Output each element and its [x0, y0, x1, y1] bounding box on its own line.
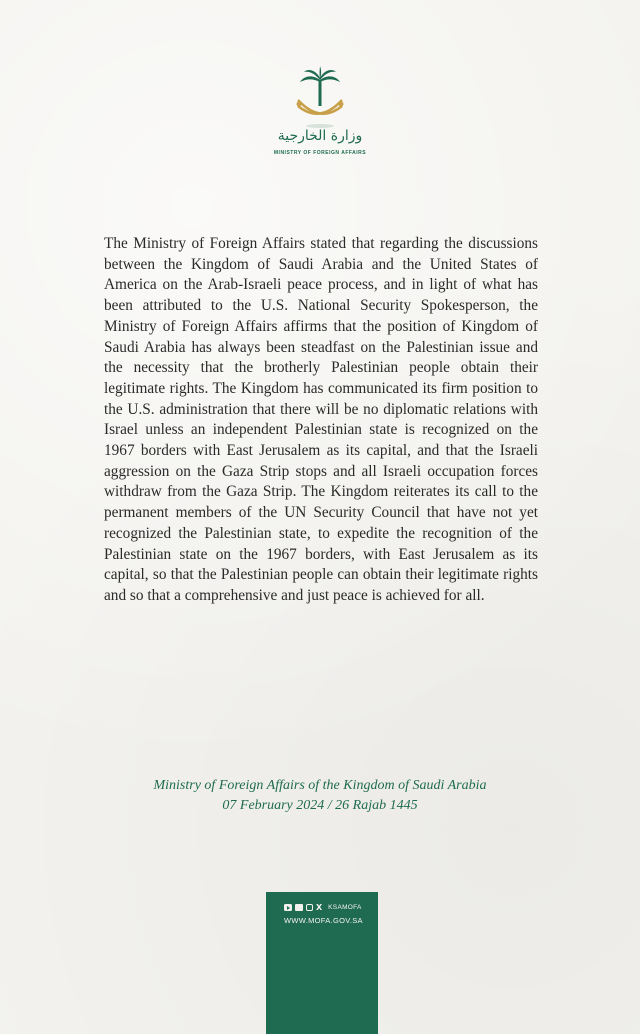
youtube-icon[interactable] — [284, 904, 292, 911]
ministry-name-arabic: وزارة الخارجية — [277, 128, 363, 144]
facebook-icon[interactable] — [295, 904, 303, 911]
website-link[interactable]: WWW.MOFA.GOV.SA — [284, 916, 363, 925]
ministry-name-english: MINISTRY OF FOREIGN AFFAIRS — [273, 150, 367, 156]
press-statement: The Ministry of Foreign Affairs stated that regarding the discussions between the Kingdom of Saudi Arabia and the United States of America on the Arab-Israeli peace process, and in light of what has been attributed to the U.S. National Security Spokesperson, the Ministry of Foreign Affairs affirms that the position of Kingdom of Saudi Arabia has always been steadfast on the Palestinian issue and the necessity that the brotherly Palestinian people obtain their legitimate rights. The Kingdom has communicated its firm position to the U.S. administration that there will be no diplomatic relations with Israel unless an independent Palestinian state is recognized on the 1967 borders with East Jerusalem as its capital, and that the Israeli aggression on the Gaza Strip stops and all Israeli occupation forces withdraw from the Gaza Strip. The Kingdom reiterates its call to the permanent members of the UN Security Council that have not yet recognized the Palestinian state, to expedite the recognition of the Palestinian state on the 1967 borders, with East Jerusalem as its capital, so that the Palestinian people can obtain their legitimate rights and so that a comprehensive and just peace is achieved for all. — [104, 235, 538, 604]
x-icon[interactable]: X — [316, 903, 323, 912]
social-handle: KSAMOFA — [328, 904, 362, 911]
instagram-icon[interactable] — [306, 904, 313, 911]
signature-date: 07 February 2024 / 26 Rajab 1445 — [222, 798, 418, 813]
saudi-emblem-icon — [290, 66, 350, 130]
social-row — [284, 904, 362, 911]
signature-block — [0, 776, 640, 816]
signature-issuer: Ministry of Foreign Affairs of the Kingdom of Saudi Arabia — [153, 778, 487, 793]
footer-panel — [266, 892, 378, 1034]
